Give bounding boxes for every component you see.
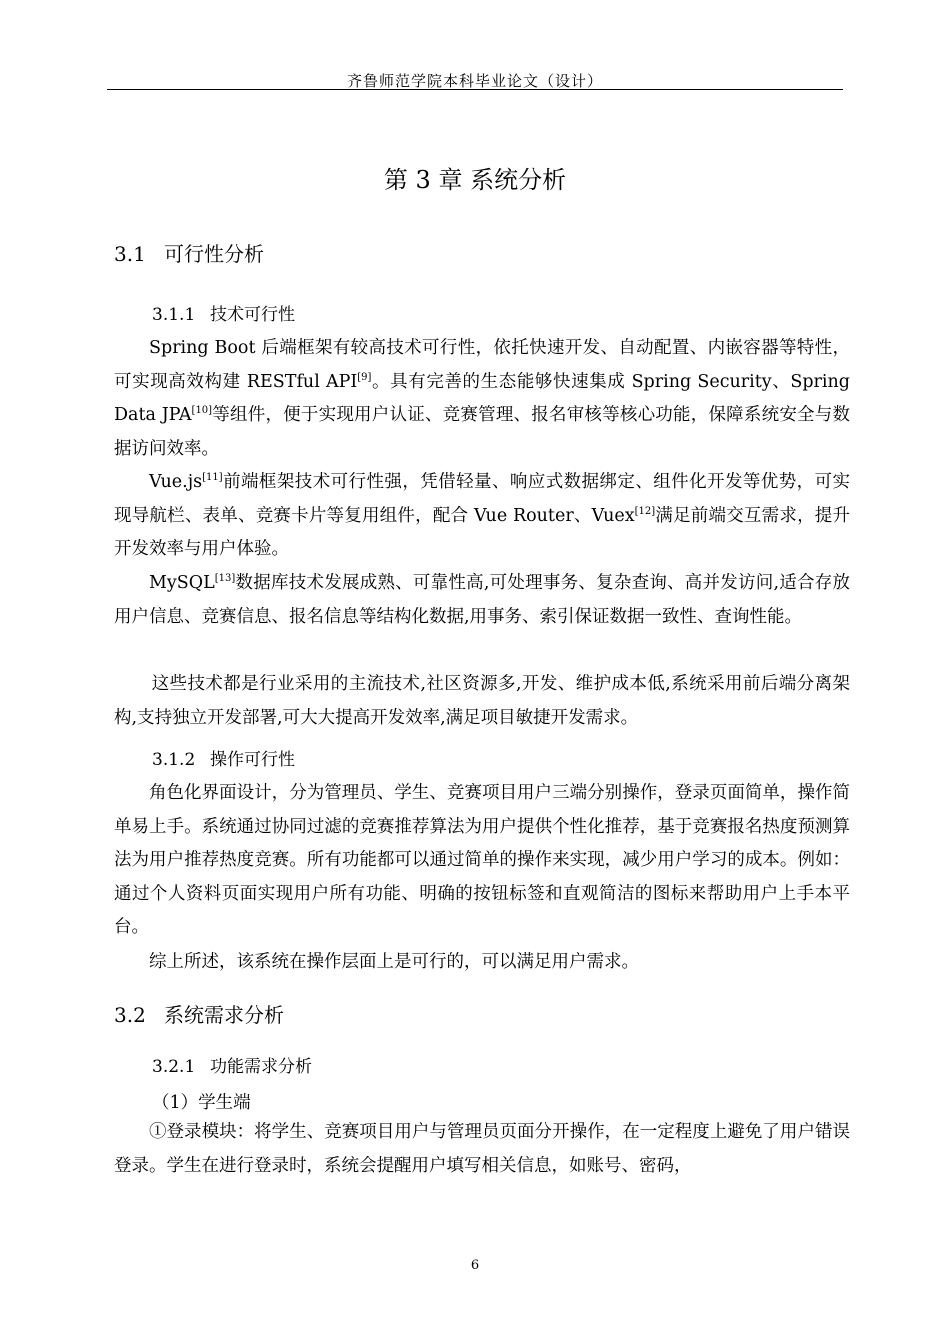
paragraph-login-module: ①登录模块：将学生、竞赛项目用户与管理员页面分开操作，在一定程度上避免了用户错误登录。学生在进行登录时，系统会提醒用户填写相关信息，如账号、密码， [114, 1122, 850, 1176]
list-item-student: （1）学生端 [152, 1093, 251, 1113]
subsection-title: 技术可行性 [210, 305, 295, 325]
section-heading-3-2 [114, 999, 284, 1028]
subsection-number: 3.1.1 [152, 305, 196, 325]
subsection-heading-3-2-1 [152, 1052, 312, 1077]
paragraph-conclusion: 综上所述，该系统在操作层面上是可行的，可以满足用户需求。 [149, 952, 639, 972]
paragraph-tech-summary: 这些技术都是行业采用的主流技术,社区资源多,开发、维护成本低,系统采用前后端分离架构,支持独立开发部署,可大大提高开发效率,满足项目敏捷开发需求。 [114, 674, 850, 728]
header-rule [107, 89, 843, 90]
section-number: 3.1 [114, 242, 146, 266]
page-header: 齐鲁师范学院本科毕业论文（设计） [346, 72, 603, 90]
subsection-title: 操作可行性 [210, 750, 295, 770]
page-number: 6 [470, 1258, 480, 1273]
citation: [13] [214, 573, 236, 584]
subsection-number: 3.1.2 [152, 750, 196, 770]
paragraph-mysql: MySQL[13]数据库技术发展成熟、可靠性高,可处理事务、复杂查询、高并发访问,适合存放用户信息、竞赛信息、报名信息等结构化数据,用事务、索引保证数据一致性、查询性能。 [114, 573, 850, 627]
section-number: 3.2 [114, 1003, 146, 1027]
subsection-heading-3-1-2 [152, 745, 295, 770]
paragraph-operation: 角色化界面设计，分为管理员、学生、竞赛项目用户三端分别操作，登录页面简单，操作简单易上手。系统通过协同过滤的竞赛推荐算法为用户提供个性化推荐，基于竞赛报名热度预测算法为用户推荐热度竞赛。所有功能都可以通过简单的操作来实现，减少用户学习的成本。例如：通过个人资料页面实现用户所有功能、明确的按钮标签和直观简洁的图标来帮助用户上手本平台。 [114, 783, 850, 938]
citation: [10] [191, 405, 213, 417]
section-title: 可行性分析 [164, 242, 264, 266]
chapter-title: 第 3 章 系统分析 [383, 166, 567, 194]
subsection-title: 功能需求分析 [210, 1057, 312, 1077]
paragraph-vue: Vue.js[11]前端框架技术可行性强，凭借轻量、响应式数据绑定、组件化开发等优势，可实现导航栏、表单、竞赛卡片等复用组件，配合 Vue Router、Vuex[12]满足前端交互需求，提升开发效率与用户体验。 [114, 472, 850, 560]
citation: [11] [202, 472, 223, 483]
subsection-number: 3.2.1 [152, 1057, 196, 1077]
citation: [12] [634, 505, 656, 517]
paragraph-spring-boot: Spring Boot 后端框架有较高技术可行性，依托快速开发、自动配置、内嵌容器等特性，可实现高效构建 RESTful API[9]。具有完善的生态能够快速集成 Spring Security、Spring Data JPA[10]等组件，便于实现用户认证、竞赛管理、报名审核等核心功能，保障系统安全与数据访问效率。 [114, 338, 850, 459]
citation: [9] [357, 371, 372, 383]
subsection-heading-3-1-1 [152, 300, 295, 325]
section-heading-3-1 [114, 238, 264, 267]
section-title: 系统需求分析 [164, 1003, 284, 1027]
